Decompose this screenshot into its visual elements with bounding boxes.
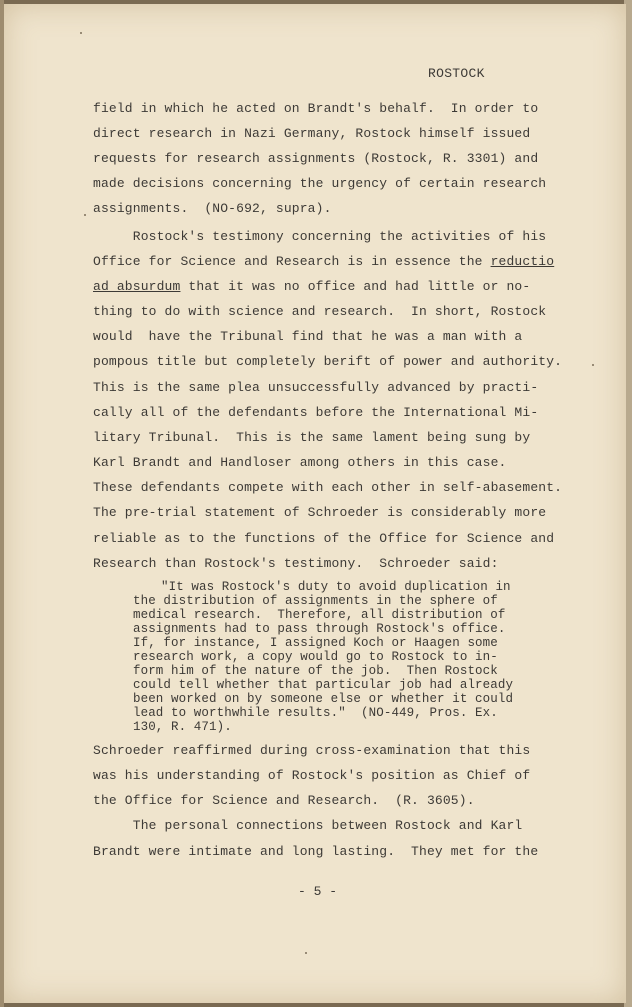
body-line: cally all of the defendants before the International Mi- <box>93 405 539 420</box>
page-number: - 5 - <box>298 884 338 899</box>
quote-line: If, for instance, I assigned Koch or Haagen some <box>133 636 498 650</box>
quote-line: assignments had to pass through Rostock's office. <box>133 622 506 636</box>
body-line: thing to do with science and research. In short, Rostock <box>93 304 547 319</box>
body-line: litary Tribunal. This is the same lament being sung by <box>93 430 531 445</box>
quote-line: lead to worthwhile results." (NO-449, Pros. Ex. <box>133 706 498 720</box>
quote-line: been worked on by someone else or whether it could <box>133 692 514 706</box>
body-line: reliable as to the functions of the Office for Science and <box>93 531 555 546</box>
paper-speck <box>84 214 86 216</box>
body-line: The pre-trial statement of Schroeder is considerably more <box>93 505 547 520</box>
body-line <box>93 279 530 294</box>
quote-line: form him of the nature of the job. Then Rostock <box>133 664 498 678</box>
quote-line: medical research. Therefore, all distribution of <box>133 608 506 622</box>
body-line: Karl Brandt and Handloser among others in this case. <box>93 455 507 470</box>
body-line: made decisions concerning the urgency of certain research <box>93 176 547 191</box>
emphasis-ad-absurdum: ad absurdum <box>93 279 181 294</box>
quote-line: could tell whether that particular job had already <box>133 678 514 692</box>
page-header: ROSTOCK <box>428 66 485 81</box>
document-page <box>4 4 626 1003</box>
emphasis-reductio: reductio <box>490 254 555 269</box>
body-line: pompous title but completely berift of power and authority. <box>93 354 563 369</box>
body-line <box>93 254 554 269</box>
body-line: was his understanding of Rostock's position as Chief of <box>93 768 531 783</box>
body-line: Brandt were intimate and long lasting. They met for the <box>93 844 539 859</box>
paper-speck <box>592 364 594 366</box>
body-line: Rostock's testimony concerning the activities of his <box>93 229 547 244</box>
body-line-text: that it was no office and had little or no- <box>180 279 531 294</box>
body-line: This is the same plea unsuccessfully advanced by practi- <box>93 380 539 395</box>
body-line-text: Office for Science and Research is in essence the <box>93 254 491 269</box>
quote-line: the distribution of assignments in the sphere of <box>133 594 498 608</box>
paper-speck <box>80 32 82 34</box>
body-line: These defendants compete with each other in self-abasement. <box>93 480 563 495</box>
quote-line: 130, R. 471). <box>133 720 232 734</box>
body-line: assignments. (NO-692, supra). <box>93 201 332 216</box>
body-line: the Office for Science and Research. (R. 3605). <box>93 793 475 808</box>
body-line: Research than Rostock's testimony. Schroeder said: <box>93 556 499 571</box>
body-line: direct research in Nazi Germany, Rostock himself issued <box>93 126 531 141</box>
body-line: would have the Tribunal find that he was a man with a <box>93 329 523 344</box>
paper-speck <box>305 952 307 954</box>
body-line: The personal connections between Rostock and Karl <box>93 818 523 833</box>
quote-line: "It was Rostock's duty to avoid duplication in <box>161 580 511 594</box>
body-line: requests for research assignments (Rostock, R. 3301) and <box>93 151 539 166</box>
quote-line: research work, a copy would go to Rostock to in- <box>133 650 498 664</box>
body-line: Schroeder reaffirmed during cross-examination that this <box>93 743 531 758</box>
body-line: field in which he acted on Brandt's behalf. In order to <box>93 101 539 116</box>
